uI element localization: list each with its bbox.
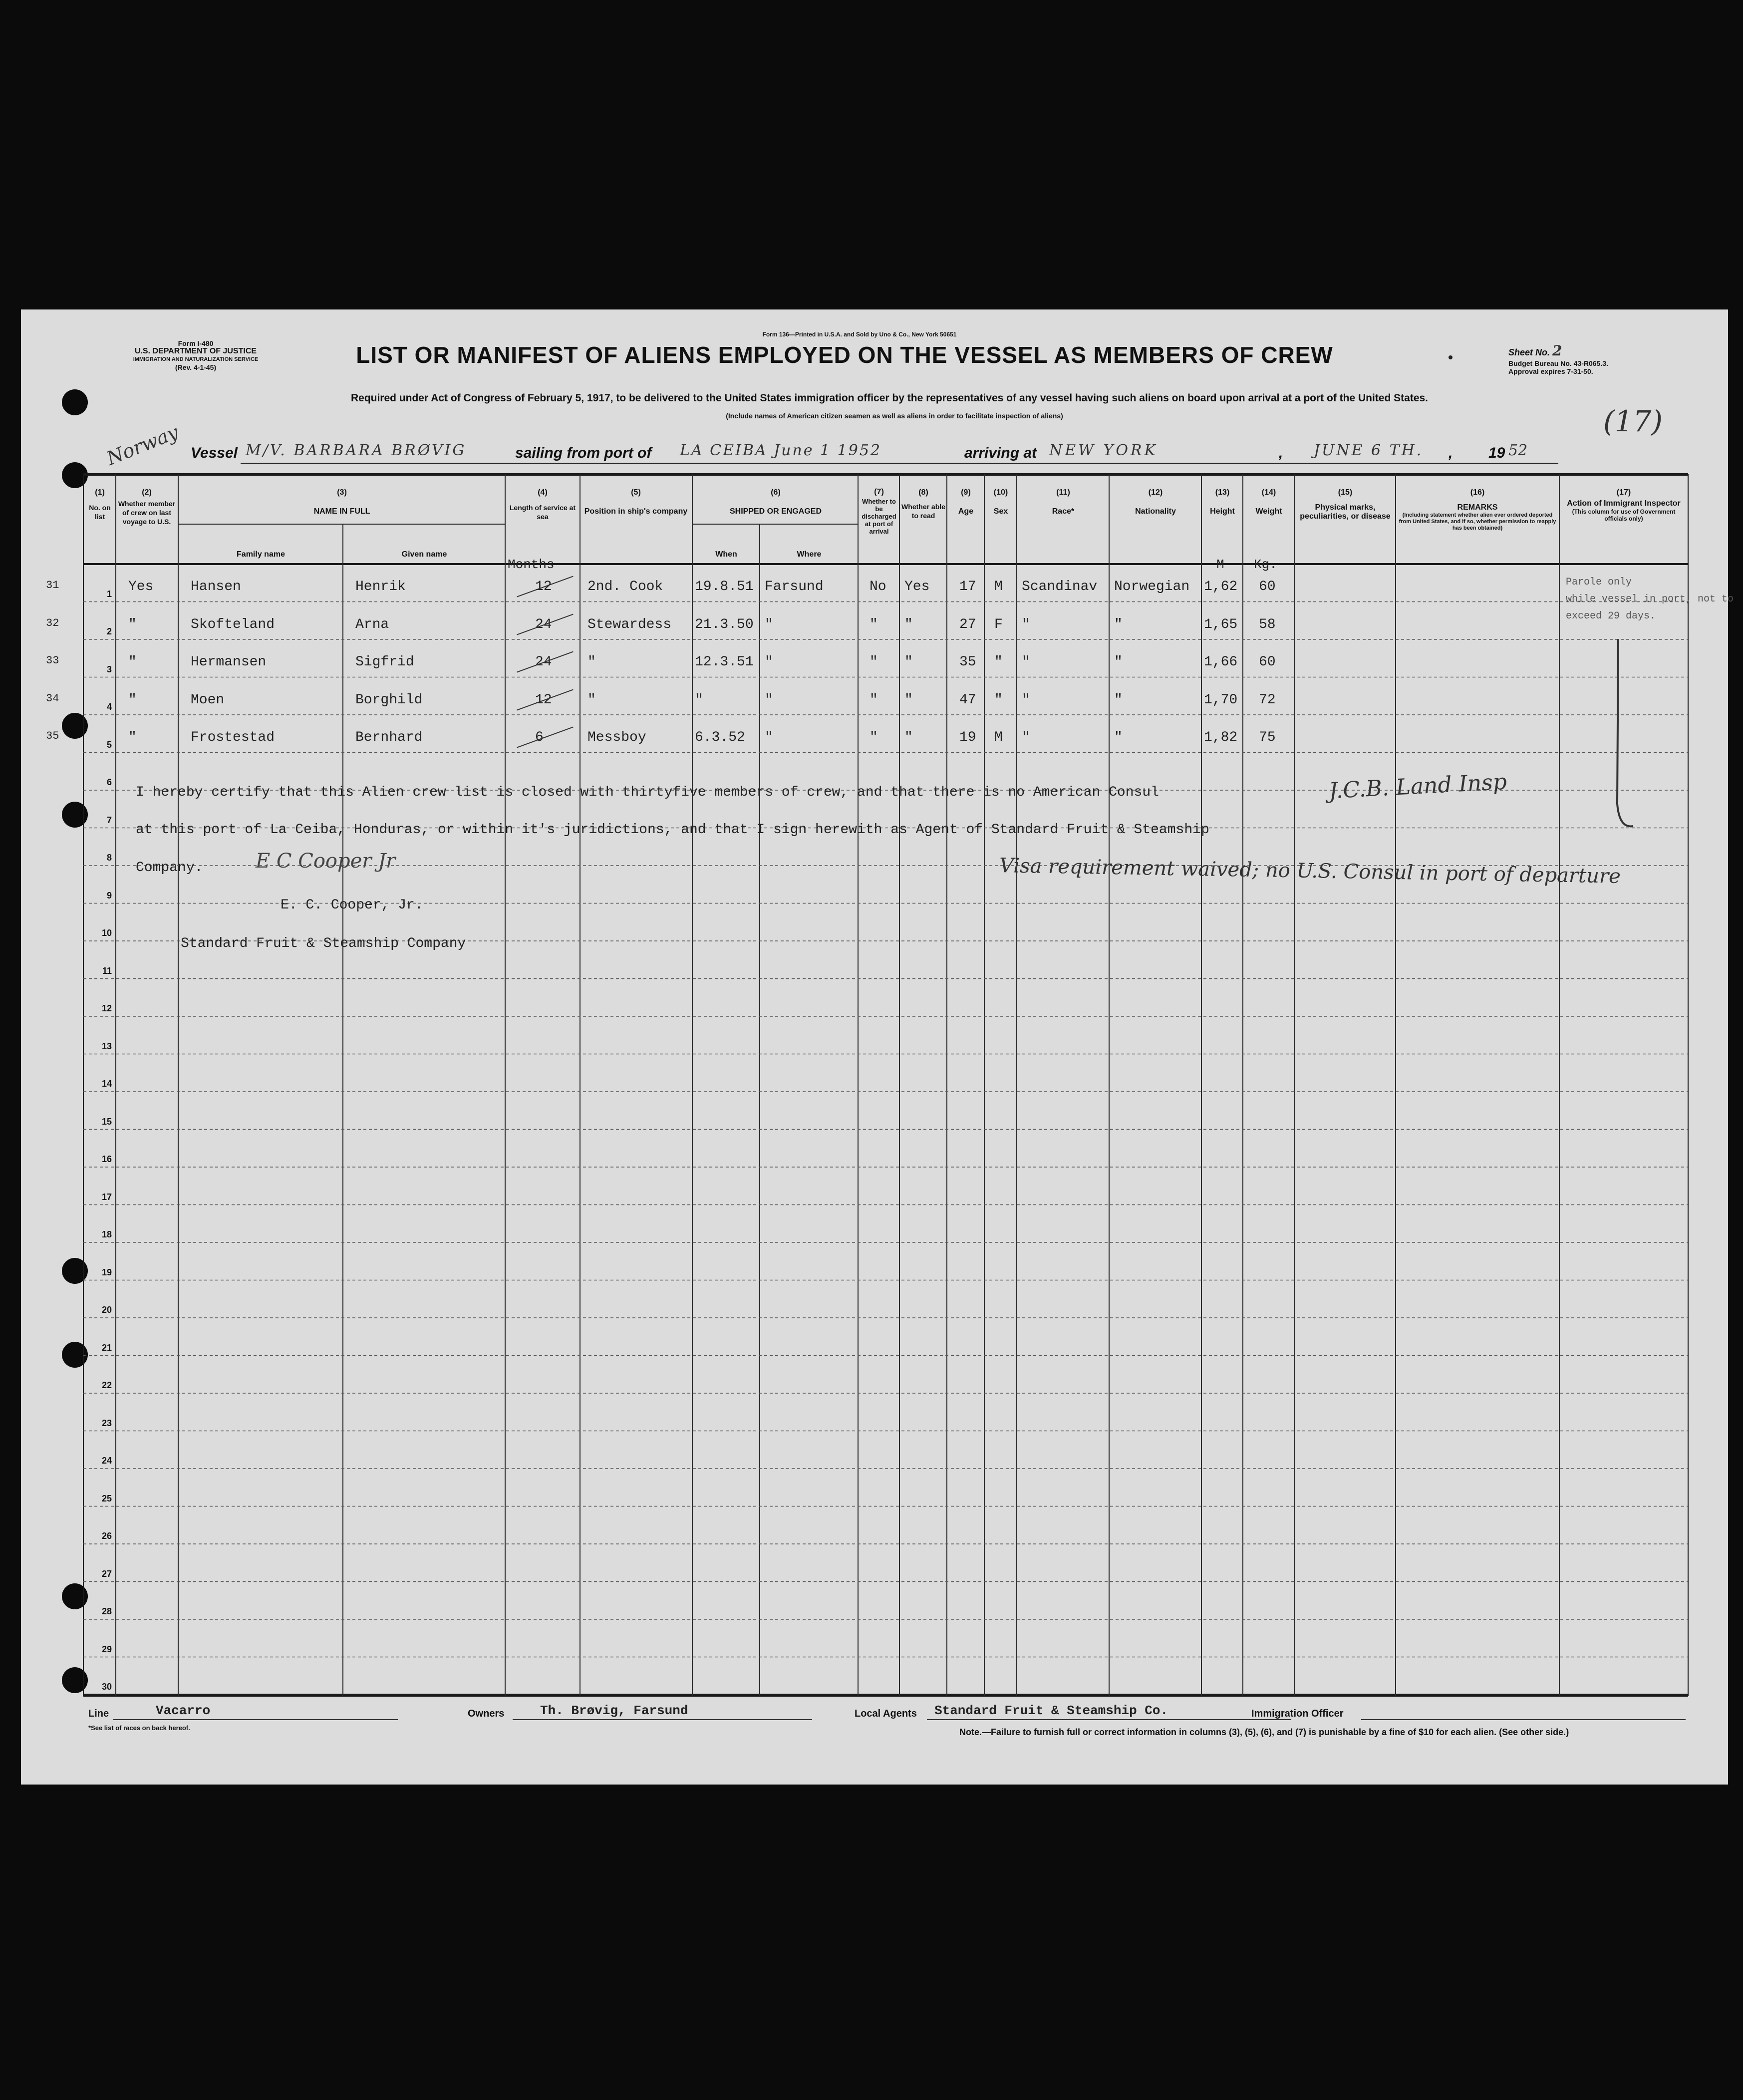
certification-line-3: Company. (136, 860, 203, 876)
cell-months: 24 (535, 654, 552, 670)
cell-able-to-read: " (904, 616, 913, 632)
cell-shipped-when: 19.8.51 (695, 579, 754, 595)
row-number: 4 (106, 702, 112, 712)
sheet-number: Sheet No. 2 (1508, 342, 1562, 359)
row-number: 17 (101, 1192, 112, 1202)
col-header-5: (5) Position in ship's company (584, 488, 688, 516)
cell-last-voyage: Yes (128, 579, 154, 595)
cell-age: 47 (959, 692, 976, 708)
cell-months: 6 (535, 730, 544, 745)
row-number: 28 (101, 1606, 112, 1616)
row-number: 8 (106, 853, 112, 863)
cell-family-name: Hermansen (191, 654, 267, 670)
cell-weight: 75 (1259, 730, 1276, 745)
cell-family-name: Frostestad (191, 730, 275, 745)
col-header-17: (17) Action of Immigrant Inspector (This column for use of Government officials only) (1567, 488, 1681, 522)
row-number: 22 (101, 1380, 112, 1390)
cell-position: " (587, 654, 596, 670)
cell-age: 17 (959, 579, 976, 595)
vessel-line: Vessel M/V. BARBARA BRØVIG sailing from port of LA CEIBA June 1 1952 arriving at NEW YORK , JUNE 6 TH. , 19 52 (191, 442, 1568, 467)
cell-discharged: " (870, 616, 878, 632)
cell-able-to-read: " (904, 730, 913, 745)
cell-family-name: Hansen (191, 579, 241, 595)
col-header-2: (2) Whether member of crew on last voyage to U.S. (118, 488, 176, 526)
row-number: 26 (101, 1531, 112, 1541)
row-number: 20 (101, 1305, 112, 1315)
cell-sex: " (994, 654, 1003, 670)
cell-shipped-when: 12.3.51 (695, 654, 754, 670)
col-header-1: (1) No. on list (89, 488, 111, 521)
cell-race: " (1022, 692, 1030, 708)
col-header-6: (6) SHIPPED OR ENGAGED (729, 488, 822, 516)
signer-name: E. C. Cooper, Jr. (281, 898, 423, 913)
cell-shipped-where: " (765, 692, 773, 708)
signer-company: Standard Fruit & Steamship Company (181, 936, 466, 951)
cell-sex: M (994, 730, 1003, 745)
cell-shipped-where: " (765, 654, 773, 670)
cell-family-name: Skofteland (191, 616, 275, 632)
form-id-block: Form I-480 U.S. DEPARTMENT OF JUSTICE IMMIGRATION AND NATURALIZATION SERVICE (Rev. 4-1-45) (133, 339, 259, 371)
col-header-6a: When (715, 550, 737, 559)
cell-nationality: " (1114, 654, 1123, 670)
row-list-number: 34 (46, 692, 59, 705)
col-header-6b: Where (797, 550, 822, 559)
col-header-12: (12) Nationality (1135, 488, 1176, 516)
cell-given-name: Borghild (355, 692, 423, 708)
row-number: 3 (106, 664, 112, 674)
col-header-4: (4) Length of service at sea (509, 488, 576, 521)
cell-weight: 60 (1259, 654, 1276, 670)
col-13-unit: M (1216, 557, 1224, 572)
row-number: 24 (101, 1456, 112, 1466)
cell-nationality: " (1114, 692, 1123, 708)
row-number: 18 (101, 1229, 112, 1239)
printer-line: Form 136—Printed in U.S.A. and Sold by Uno & Co., New York 50651 (762, 331, 957, 338)
cell-sex: " (994, 692, 1003, 708)
cell-age: 35 (959, 654, 976, 670)
cell-sex: M (994, 579, 1003, 595)
cell-weight: 58 (1259, 616, 1276, 632)
row-number: 11 (102, 965, 112, 976)
row-list-number: 32 (46, 616, 59, 629)
row-number: 13 (101, 1041, 112, 1051)
certification-line-1: I hereby certify that this Alien crew list is closed with thirtyfive members of crew, and that there is no American Consul (136, 785, 1159, 800)
cell-able-to-read: " (904, 654, 913, 670)
cell-height: 1,62 (1204, 579, 1238, 595)
cell-height: 1,66 (1204, 654, 1238, 670)
col-header-9: (9) Age (958, 488, 974, 516)
cell-able-to-read: Yes (904, 579, 930, 595)
col-header-10: (10) Sex (993, 488, 1008, 516)
col-header-14: (14) Weight (1255, 488, 1282, 516)
col-header-3: (3) NAME IN FULL (313, 488, 370, 516)
cell-family-name: Moen (191, 692, 225, 708)
row-number: 23 (101, 1418, 112, 1428)
budget-bureau: Budget Bureau No. 43-R065.3. Approval expires 7-31-50. (1508, 359, 1608, 375)
cell-months: 12 (535, 579, 552, 595)
cell-position: Messboy (587, 730, 646, 745)
inspector-signature: J.C.B. Land Insp (1328, 769, 1508, 804)
cell-height: 1,82 (1204, 730, 1238, 745)
row-number: 10 (101, 928, 112, 938)
row-list-number: 33 (46, 654, 59, 667)
subtitle: Required under Act of Congress of February 5, 1917, to be delivered to the United States immigration officer by the representatives of any vessel having such aliens on board upon arrival at a port of the United States. (350, 392, 1429, 404)
row-number: 2 (106, 626, 112, 636)
subnote: (Include names of American citizen seamen as well as aliens in order to facilitate inspection of aliens) (726, 412, 1063, 420)
row-number: 7 (106, 815, 112, 825)
col-header-7: (7) Whether to be discharged at port of arrival (862, 488, 896, 535)
certification-line-2: at this port of La Ceiba, Honduras, or within it's juridictions, and that I sign herewith as Agent of Standard Fruit & Steamship (136, 822, 1209, 838)
row-number: 14 (101, 1079, 112, 1089)
cell-position: 2nd. Cook (587, 579, 663, 595)
manifest-sheet (21, 309, 1734, 1785)
row-number: 19 (101, 1267, 112, 1277)
cell-shipped-where: Farsund (765, 579, 824, 595)
cell-age: 27 (959, 616, 976, 632)
cell-discharged: " (870, 654, 878, 670)
footer-line: Line Vacarro Owners Th. Brøvig, Farsund Local Agents Standard Fruit & Steamship Co. Immigration Officer *See list of races on back hereof. Note.—Failure to furnish full or correct information in columns (3), (5), (6), and (7) is punishable by a fine of $10 for each alien. (See other side.) (83, 1702, 1711, 1742)
remark-typed: Parole only while vessel in port, not to exceed 29 days. (1566, 577, 1734, 622)
cell-discharged: " (870, 692, 878, 708)
cell-last-voyage: " (128, 692, 137, 708)
col-4-unit: Months (508, 557, 555, 572)
cell-height: 1,70 (1204, 692, 1238, 708)
row-number: 30 (101, 1682, 112, 1692)
row-number: 27 (101, 1568, 112, 1579)
row-number: 6 (106, 777, 112, 787)
cell-race: " (1022, 654, 1030, 670)
row-number: 9 (106, 890, 112, 900)
cell-nationality: Norwegian (1114, 579, 1190, 595)
row-number: 1 (106, 589, 112, 599)
agent-signature: E C Cooper Jr (256, 850, 396, 873)
corner-mark: (17) (1603, 404, 1663, 438)
cell-sex: F (994, 616, 1003, 632)
row-list-number: 35 (46, 730, 59, 742)
cell-height: 1,65 (1204, 616, 1238, 632)
col-14-unit: Kg. (1254, 557, 1277, 572)
cell-shipped-when: 21.3.50 (695, 616, 754, 632)
row-number: 16 (101, 1154, 112, 1164)
col-header-13: (13) Height (1210, 488, 1235, 516)
visa-waiver-note: Visa requirement waived; no U.S. Consul in port of departure (999, 854, 1621, 888)
inspector-bracket (1598, 629, 1638, 839)
cell-months: 24 (535, 616, 552, 632)
cell-nationality: " (1114, 730, 1123, 745)
country-handwritten: Norway (103, 421, 182, 470)
cell-shipped-when: 6.3.52 (695, 730, 745, 745)
cell-position: " (587, 692, 596, 708)
cell-given-name: Henrik (355, 579, 406, 595)
cell-months: 12 (535, 692, 552, 708)
row-number: 15 (101, 1116, 112, 1127)
page-title: LIST OR MANIFEST OF ALIENS EMPLOYED ON THE VESSEL AS MEMBERS OF CREW (356, 342, 1333, 368)
cell-shipped-where: " (765, 730, 773, 745)
cell-position: Stewardess (587, 616, 672, 632)
cell-race: " (1022, 616, 1030, 632)
row-number: 12 (101, 1003, 112, 1013)
cell-weight: 60 (1259, 579, 1276, 595)
row-number: 29 (101, 1644, 112, 1654)
cell-last-voyage: " (128, 654, 137, 670)
col-header-15: (15) Physical marks, peculiarities, or disease (1300, 488, 1391, 521)
row-number: 21 (101, 1342, 112, 1353)
cell-given-name: Bernhard (355, 730, 423, 745)
cell-given-name: Arna (355, 616, 389, 632)
col-header-16: (16) REMARKS (Including statement whether alien ever ordered deported from United States, and if so, whether permission to reapply has been obtained) (1399, 488, 1556, 531)
cell-able-to-read: " (904, 692, 913, 708)
cell-race: Scandinav (1022, 579, 1098, 595)
cell-shipped-when: " (695, 692, 703, 708)
cell-weight: 72 (1259, 692, 1276, 708)
col-header-3a: Family name (237, 550, 285, 559)
cell-race: " (1022, 730, 1030, 745)
cell-given-name: Sigfrid (355, 654, 414, 670)
cell-discharged: " (870, 730, 878, 745)
col-header-8: (8) Whether able to read (901, 488, 945, 520)
cell-discharged: No (870, 579, 886, 595)
cell-nationality: " (1114, 616, 1123, 632)
col-header-3b: Given name (401, 550, 447, 559)
row-number: 5 (106, 739, 112, 750)
cell-shipped-where: " (765, 616, 773, 632)
cell-age: 19 (959, 730, 976, 745)
cell-last-voyage: " (128, 616, 137, 632)
cell-last-voyage: " (128, 730, 137, 745)
col-header-11: (11) Race* (1052, 488, 1075, 516)
row-number: 25 (101, 1493, 112, 1503)
row-list-number: 31 (46, 579, 59, 592)
